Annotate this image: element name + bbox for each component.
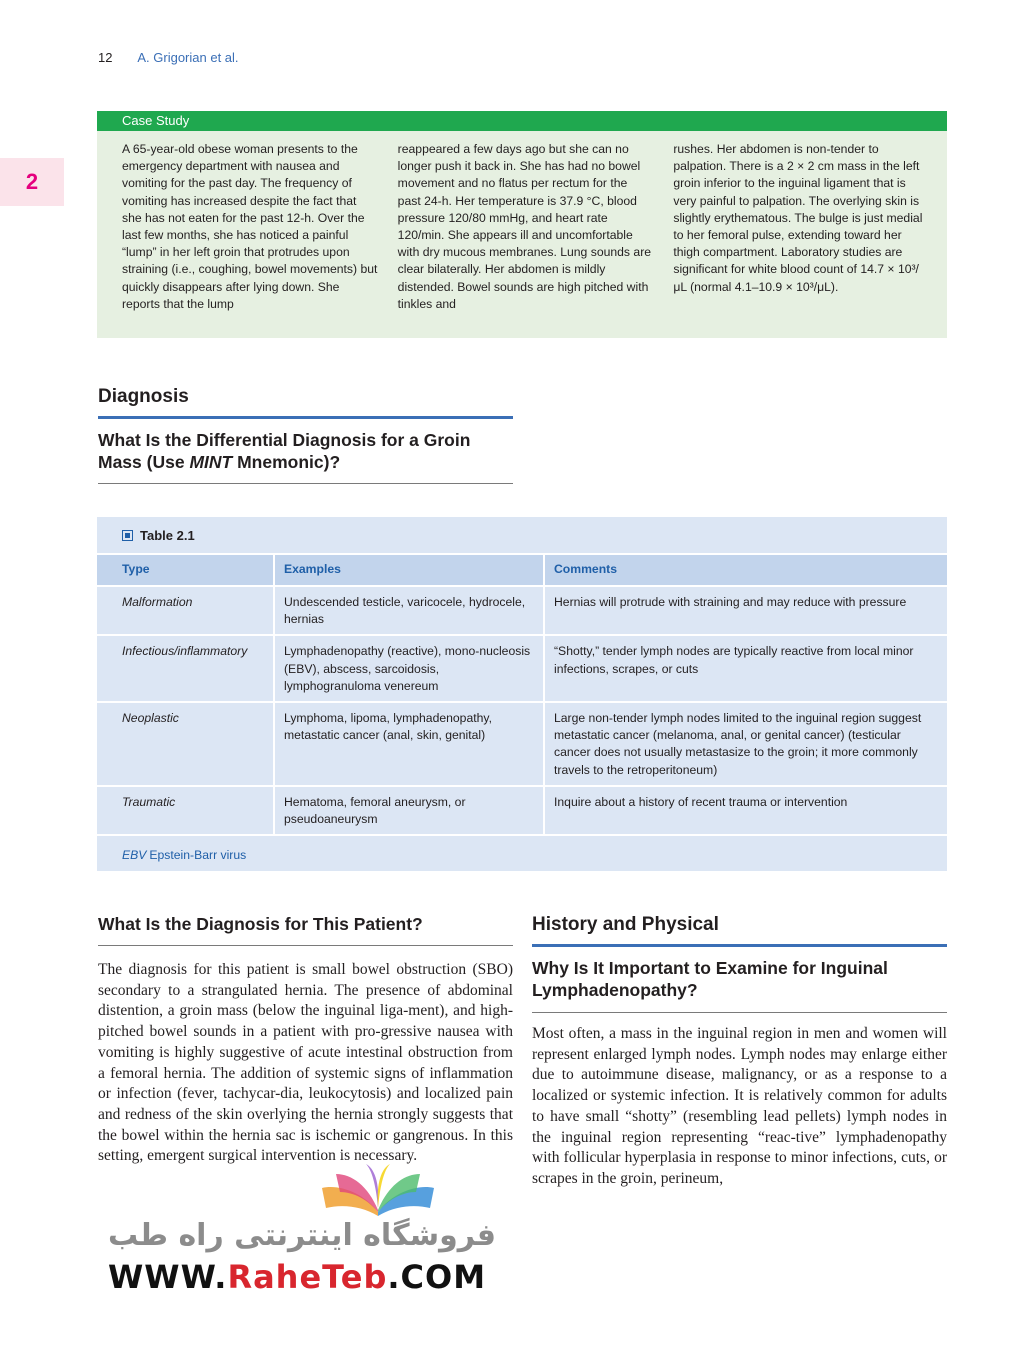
mnemonic-term: MINT: [189, 452, 233, 472]
table-title: Table 2.1: [97, 517, 947, 555]
heading-rule: [98, 416, 513, 419]
table-cell-comments: Large non-tender lymph nodes limited to the inguinal region suggest metastatic cancer (melanoma, anal, or genital cancer) (testicular cancer does not usually metastasize to the groin; it more commonly travels to the retroperitoneum): [544, 702, 947, 786]
table-cell-examples: Lymphadenopathy (reactive), mono-nucleosis (EBV), abscess, sarcoidosis, lymphogranuloma venereum: [274, 635, 544, 702]
table-row: [97, 786, 947, 835]
table-cell-examples: Lymphoma, lipoma, lymphadenopathy, metastatic cancer (anal, skin, genital): [274, 702, 544, 786]
table-2-1: [97, 517, 947, 871]
footnote-abbreviation: EBV: [122, 848, 147, 863]
table-header-row: [97, 555, 947, 586]
section-heading-history: History and Physical: [532, 914, 719, 935]
watermark-persian-text: فروشگاه اینترنتی راه طب: [108, 1218, 497, 1253]
case-study-column: A 65-year-old obese woman presents to the emergency department with nausea and vomiting for the past day. The frequency of vomiting has increased despite the fact that she has not eaten for the past 12-h. Over the last few months, she has noticed a painful “lump” in her left groin that protrudes upon straining (i.e., coughing, bowel movements) but quickly disappears after lying down. She reports that the lump: [122, 142, 378, 311]
page-number: 12: [98, 50, 113, 65]
table-row: [97, 635, 947, 702]
differential-table: [97, 555, 947, 836]
table-marker-icon: [122, 530, 133, 541]
table-row: [97, 586, 947, 635]
table-cell-comments: “Shotty,” tender lymph nodes are typically reactive from local minor infections, scrapes, or cuts: [544, 635, 947, 702]
diagnosis-question-heading: What Is the Diagnosis for This Patient?: [98, 914, 423, 934]
case-study-title: Case Study: [97, 111, 947, 131]
running-author: A. Grigorian et al.: [137, 50, 239, 65]
table-cell-examples: Hematoma, femoral aneurysm, or pseudoaneurysm: [274, 786, 544, 835]
column-header: Examples: [274, 555, 544, 586]
section-heading-diagnosis: Diagnosis: [98, 386, 189, 407]
lymphadenopathy-question-heading: Why Is It Important to Examine for Inguinal Lymphadenopathy?: [532, 958, 888, 1000]
table-row: [97, 702, 947, 786]
column-header: Comments: [544, 555, 947, 586]
table-cell-comments: Inquire about a history of recent trauma or intervention: [544, 786, 947, 835]
column-header: Type: [97, 555, 274, 586]
question-rule: [98, 945, 513, 946]
differential-question-heading: What Is the Differential Diagnosis for a Groin Mass (Use MINT Mnemonic)?: [98, 430, 471, 472]
case-study-column: rushes. Her abdomen is non-tender to palpation. There is a 2 × 2 cm mass in the left groin inferior to the inguinal ligament that is very painful to palpation. The overlying skin is slightly erythematous. The bulge is just medial to her femoral pulse, extending toward her thigh compartment. Laboratory studies are significant for white blood count of 14.7 × 10³/μL (normal 4.1–10.9 × 10³/μL).: [673, 142, 923, 294]
table-cell-comments: Hernias will protrude with straining and may reduce with pressure: [544, 586, 947, 635]
table-cell-type: Infectious/inflammatory: [97, 635, 274, 702]
book-logo-icon: [318, 1162, 438, 1218]
table-footnote: EBV Epstein-Barr virus: [122, 848, 247, 863]
case-study-column: reappeared a few days ago but she can no longer push it back in. She has had no bowel movement and no flatus per rectum for the past 24-h. Her temperature is 37.9 °C, blood pressure 120/80 mmHg, and heart rate 120/min. She appears ill and uncomfortable with dry mucous membranes. Lung sounds are clear bilaterally. Her abdomen is mildly distended. Bowel sounds are high pitched with tinkles and: [397, 142, 652, 311]
watermark-url: WWW.RaheTeb.COM: [108, 1258, 487, 1296]
diagnosis-body-text: The diagnosis for this patient is small bowel obstruction (SBO) secondary to a strangulated hernia. The presence of abdominal distention, a groin mass (below the inguinal liga-ment), and high-pitched bowel sounds in a patient with pro-gressive nausea with vomiting is highly suggestive of acute intestinal obstruction from a femoral hernia. The addition of systemic signs of inflammation or infection (fever, tachycar-dia, leukocytosis) and localized pain and redness of the skin overlying the hernia strongly suggests that the bowel within the hernia sac is ischemic or gangrenous. In this setting, emergent surgical intervention is necessary.: [98, 961, 513, 1165]
chapter-tab: 2: [0, 158, 64, 206]
table-cell-type: Malformation: [97, 586, 274, 635]
lymphadenopathy-body-text: Most often, a mass in the inguinal region in men and women will represent enlarged lymph nodes. Lymph nodes may enlarge either due to autoimmune disease, malignancy, or as a response to a localized or systemic infection. It is relatively common for adults to have small “shotty” (resembling lead pellets) lymph nodes in the inguinal region representing “reac-tive” lymphadenopathy with follicular hyperplasia in response to minor infections, cuts, or scrapes in the groin, perineum,: [532, 1025, 947, 1187]
question-rule: [532, 1012, 947, 1013]
question-rule: [98, 483, 513, 484]
page-header: [98, 50, 239, 65]
table-cell-examples: Undescended testicle, varicocele, hydrocele, hernias: [274, 586, 544, 635]
table-cell-type: Neoplastic: [97, 702, 274, 786]
heading-rule: [532, 944, 947, 947]
case-study-box: [97, 111, 947, 338]
table-cell-type: Traumatic: [97, 786, 274, 835]
